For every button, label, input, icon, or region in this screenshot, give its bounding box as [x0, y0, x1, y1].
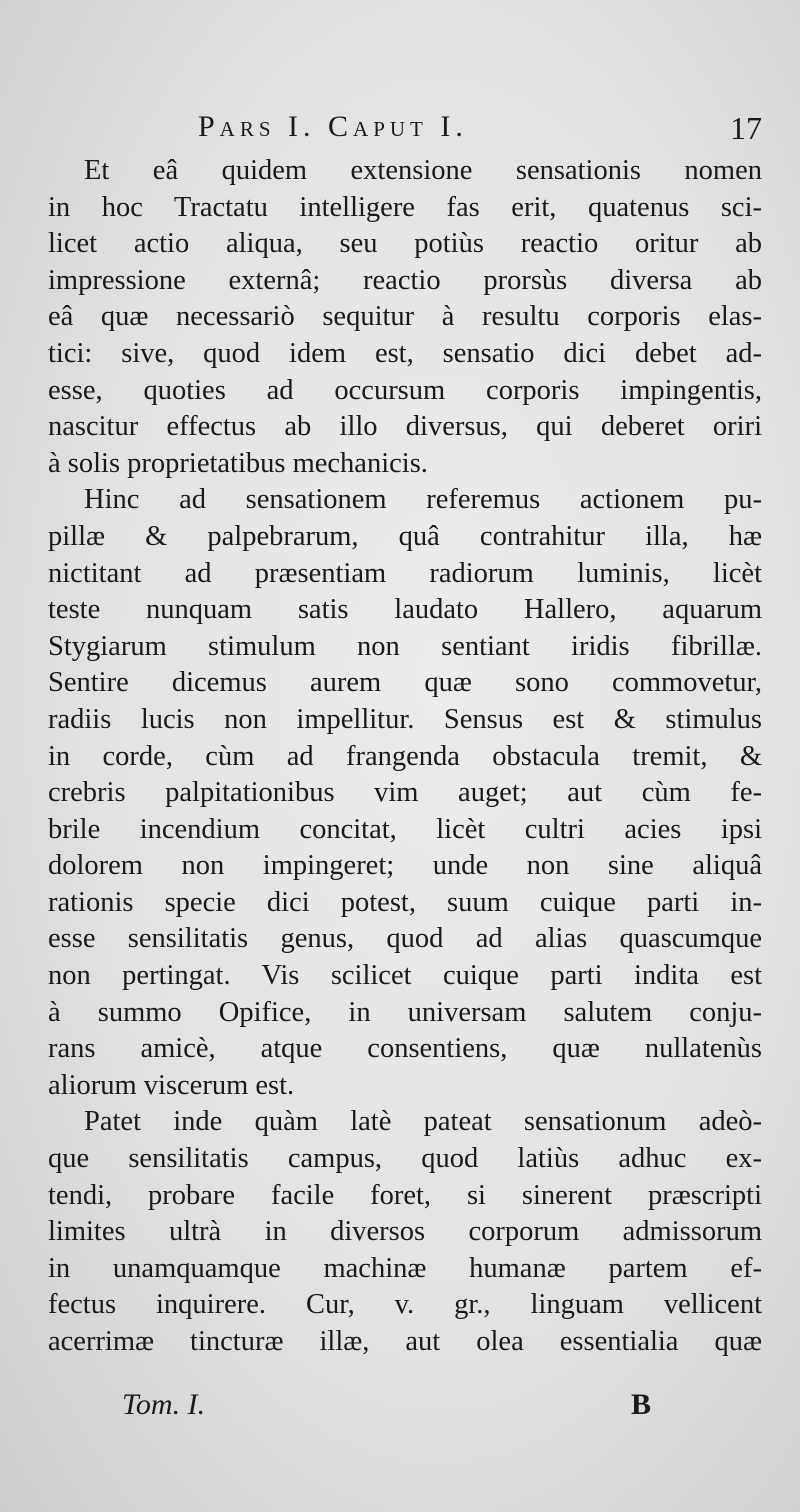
text-line: pillæ & palpebrarum, quâ contrahitur illa, hæ	[48, 520, 762, 552]
text-line: Patet inde quàm latè pateat sensationum adeò-	[84, 1106, 762, 1138]
page-footer	[48, 1388, 762, 1428]
text-line: Sentire dicemus aurem quæ sono commovetur,	[48, 667, 762, 699]
text-line: in corde, cùm ad frangenda obstacula tremit, &	[48, 740, 762, 772]
text-line: non pertingat. Vis scilicet cuique parti indita est	[48, 960, 762, 992]
gathering-signature: B	[631, 1388, 652, 1421]
text-line: Hinc ad sensationem referemus actionem pu-	[84, 484, 762, 516]
text-line: tendi, probare facile foret, si sinerent præscripti	[48, 1179, 762, 1211]
text-line: teste nunquam satis laudato Hallero, aquarum	[48, 594, 762, 626]
volume-signature: Tom. I.	[122, 1388, 206, 1421]
text-line: eâ quæ necessariò sequitur à resultu corporis elas-	[48, 301, 762, 333]
text-line: impressione externâ; reactio prorsùs diversa ab	[48, 264, 762, 296]
text-line: Et eâ quidem extensione sensationis nomen	[84, 155, 762, 186]
page-number: 17	[730, 110, 762, 146]
text-line: brile incendium concitat, licèt cultri acies ipsi	[48, 813, 762, 845]
text-line: in unamquamque machinæ humanæ partem ef-	[48, 1252, 762, 1284]
text-line: à solis proprietatibus mechanicis.	[48, 447, 428, 479]
paragraph-1	[48, 153, 762, 482]
text-line: rationis specie dici potest, suum cuique parti in-	[48, 886, 762, 918]
text-line: dolorem non impingeret; unde non sine aliquâ	[48, 850, 762, 882]
text-line: esse, quoties ad occursum corporis impingentis,	[48, 374, 762, 406]
text-line: à summo Opifice, in universam salutem conju-	[48, 996, 762, 1028]
text-line: que sensilitatis campus, quod latiùs adhuc ex-	[48, 1143, 762, 1175]
text-line: acerrimæ tincturæ illæ, aut olea essentialia quæ	[48, 1326, 762, 1357]
text-line: rans amicè, atque consentiens, quæ nullatenùs	[48, 1033, 762, 1065]
text-line: limites ultrà in diversos corporum admissorum	[48, 1216, 762, 1248]
paragraph-2	[48, 482, 762, 1104]
text-line: crebris palpitationibus vim auget; aut cùm fe-	[48, 777, 762, 809]
body-text	[48, 153, 762, 1361]
text-line: radiis lucis non impellitur. Sensus est & stimulus	[48, 703, 762, 735]
text-line: tici: sive, quod idem est, sensatio dici debet ad-	[48, 337, 762, 369]
text-line: nascitur effectus ab illo diversus, qui deberet oriri	[48, 411, 762, 443]
text-line: esse sensilitatis genus, quod ad alias quascumque	[48, 923, 762, 955]
page-header	[48, 106, 762, 156]
text-line: fectus inquirere. Cur, v. gr., linguam vellicent	[48, 1289, 762, 1321]
running-head: Pars I. Caput I.	[198, 110, 468, 143]
text-line: Stygiarum stimulum non sentiant iridis fibrillæ.	[48, 630, 762, 662]
text-line: aliorum viscerum est.	[48, 1069, 295, 1101]
text-line: in hoc Tractatu intelligere fas erit, quatenus sci-	[48, 191, 762, 223]
text-line: licet actio aliqua, seu potiùs reactio oritur ab	[48, 228, 762, 260]
text-line: nictitant ad præsentiam radiorum luminis, licèt	[48, 557, 762, 589]
paragraph-3	[48, 1104, 762, 1360]
